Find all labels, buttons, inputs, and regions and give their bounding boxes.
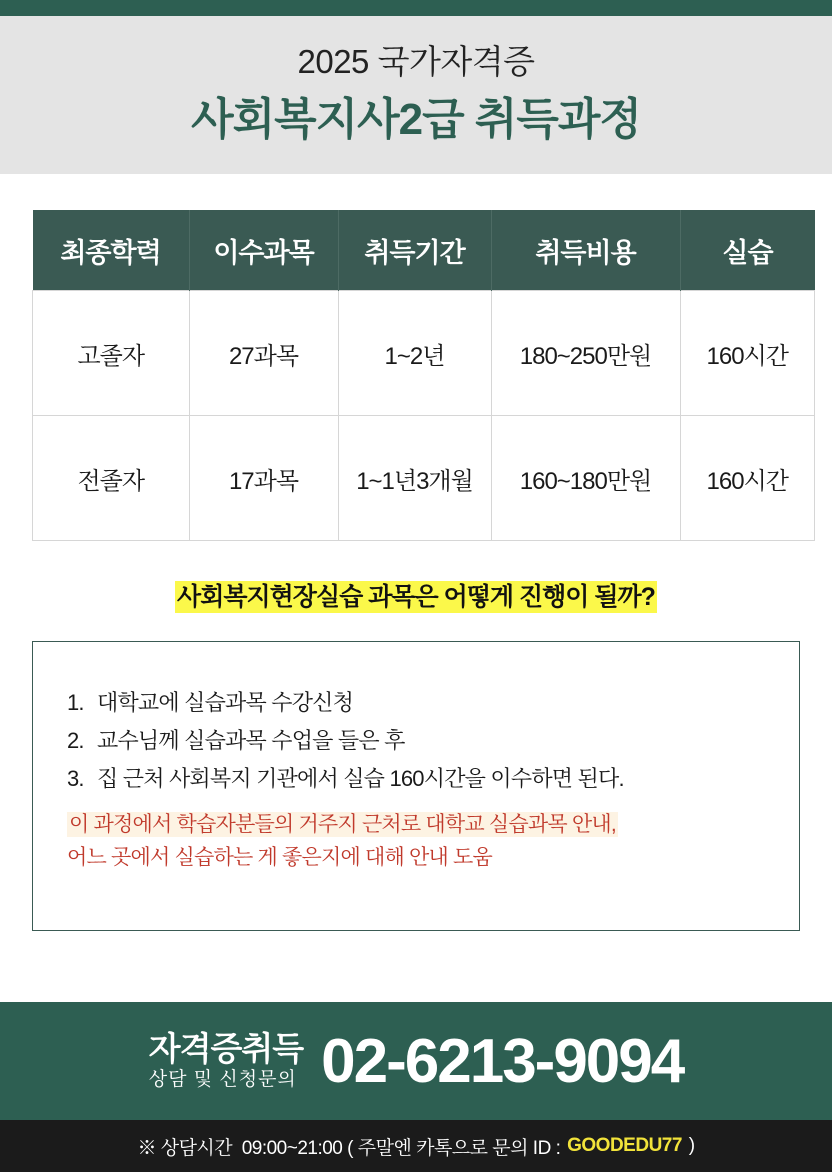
table-cell: 160시간 (680, 291, 815, 416)
list-item: 1. 대학교에 실습과목 수강신청 (89, 684, 765, 722)
list-item: 2. 교수님께 실습과목 수업을 들은 후 (89, 722, 765, 760)
table-row (33, 291, 815, 416)
footer-notice-bar (0, 1120, 832, 1172)
note-line-1 (67, 808, 765, 842)
table-cell: 전졸자 (33, 416, 190, 541)
phone-number[interactable]: 02-6213-9094 (321, 1026, 684, 1096)
poster-header (0, 16, 832, 174)
kakao-id[interactable]: GOODEDU77 (567, 1135, 682, 1156)
note-line-2: 어느 곳에서 실습하는 게 좋은지에 대해 안내 도움 (67, 846, 492, 870)
table-header-cell: 최종학력 (33, 210, 190, 291)
table-cell: 27과목 (189, 291, 338, 416)
page-title: 사회복지사2급 취득과정 (191, 94, 641, 144)
table-header-cell: 취득비용 (491, 210, 680, 291)
table-cell: 160~180만원 (491, 416, 680, 541)
table-cell: 1~2년 (338, 291, 491, 416)
table-cell: 17과목 (189, 416, 338, 541)
table-header-row (33, 210, 815, 291)
note-block (67, 808, 765, 875)
note-line-1-text: 이 과정에서 학습자분들의 거주지 근처로 대학교 실습과목 안내, (69, 812, 616, 836)
steps-list (89, 684, 765, 797)
footer-contact-bar (0, 1002, 832, 1120)
header-year: 2025 국가자격증 (297, 43, 535, 80)
table-cell: 1~1년3개월 (338, 416, 491, 541)
info-table (32, 210, 815, 541)
notice-prefix: ※ 상담시간 09:00~21:00 ( 주말엔 카톡으로 문의 ID : (137, 1137, 566, 1159)
info-table-wrapper (32, 210, 800, 541)
footer-label-bottom: 상담 및 신청문의 (148, 1069, 297, 1091)
question-text: 사회복지현장실습 과목은 어떻게 진행이 될까? (177, 583, 655, 612)
table-cell: 160시간 (680, 416, 815, 541)
table-row (33, 416, 815, 541)
table-cell: 180~250만원 (491, 291, 680, 416)
footer-label-top: 자격증취득 (148, 1029, 304, 1067)
question-heading (0, 577, 832, 613)
table-header-cell: 취득기간 (338, 210, 491, 291)
notice-suffix: ) (683, 1135, 695, 1156)
list-item: 3. 집 근처 사회복지 기관에서 실습 160시간을 이수하면 된다. (89, 760, 765, 798)
table-header-cell: 실습 (680, 210, 815, 291)
steps-box (32, 641, 800, 931)
top-accent-bar (0, 0, 832, 16)
poster-footer (0, 1002, 832, 1172)
table-header-cell: 이수과목 (189, 210, 338, 291)
footer-contact-label (148, 1029, 304, 1091)
table-cell: 고졸자 (33, 291, 190, 416)
